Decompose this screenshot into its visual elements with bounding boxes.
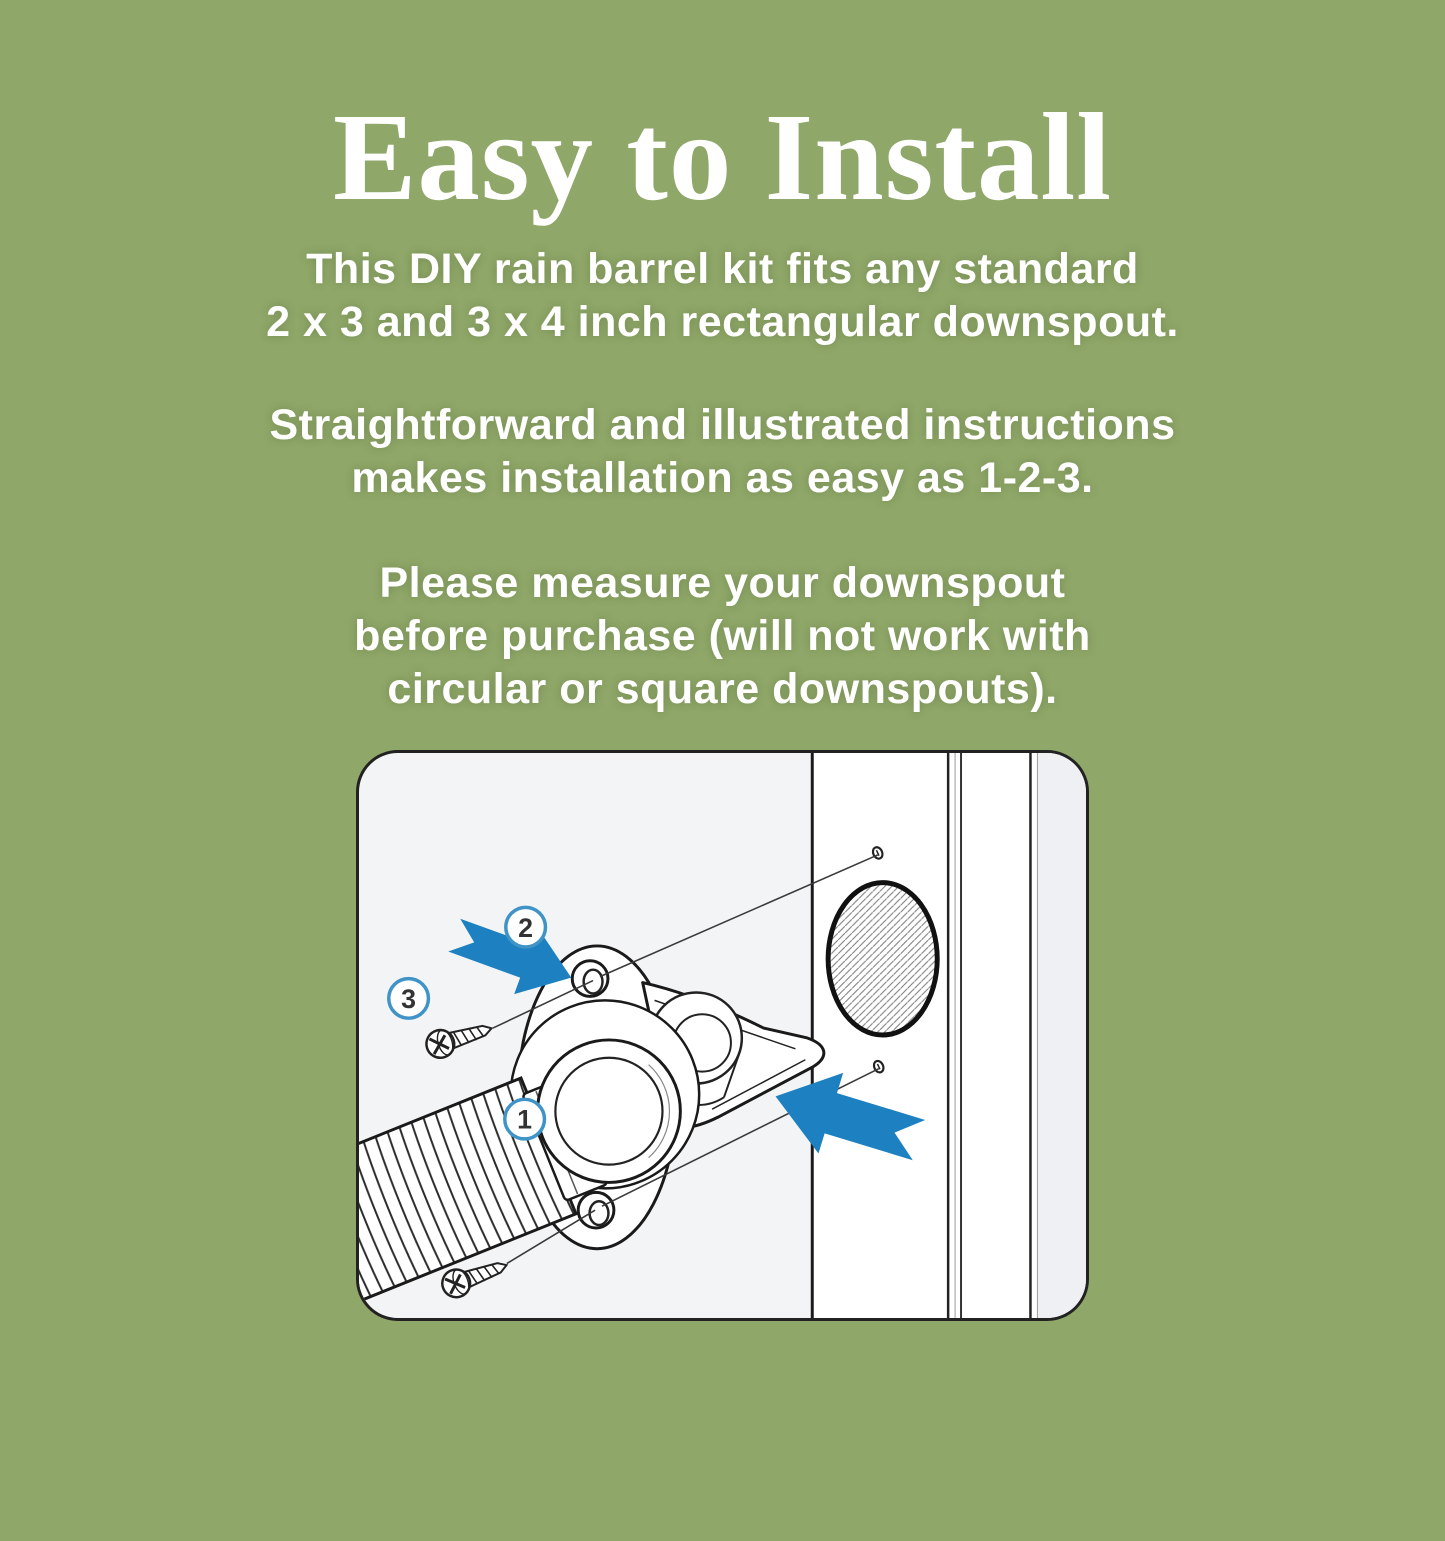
step-3-label: 3 (401, 984, 417, 1015)
flange-screw-hole-top (572, 961, 608, 997)
step-1-badge (505, 1099, 545, 1139)
step-3-badge (389, 979, 429, 1019)
paragraph-measure-warning (123, 557, 1323, 716)
paragraph-line: makes installation as easy as 1-2-3. (351, 454, 1094, 502)
paragraph-instructions (123, 399, 1323, 505)
step-2-label: 2 (518, 912, 534, 943)
downspout-cut-hole (828, 883, 937, 1035)
paragraph-line: before purchase (will not work with (354, 612, 1091, 660)
product-infographic (0, 89, 1445, 1541)
step-1-label: 1 (517, 1104, 533, 1135)
paragraph-line: circular or square downspouts). (387, 665, 1058, 713)
page-title: Easy to Install (332, 89, 1113, 227)
paragraph-fit (123, 243, 1323, 349)
installation-diagram-card (356, 750, 1089, 1321)
paragraph-line: 2 x 3 and 3 x 4 inch rectangular downspout. (266, 298, 1179, 346)
step-2-badge (506, 907, 546, 947)
downspout-panel (811, 753, 1086, 1318)
flange-screw-hole-bottom (578, 1192, 614, 1228)
paragraph-line: Straightforward and illustrated instructions (269, 401, 1176, 449)
paragraph-line: This DIY rain barrel kit fits any standard (306, 245, 1139, 293)
hose-collar (538, 1040, 681, 1182)
mounting-screw-top (423, 1015, 496, 1061)
paragraph-line: Please measure your downspout (379, 559, 1066, 607)
installation-diagram (359, 753, 1086, 1318)
